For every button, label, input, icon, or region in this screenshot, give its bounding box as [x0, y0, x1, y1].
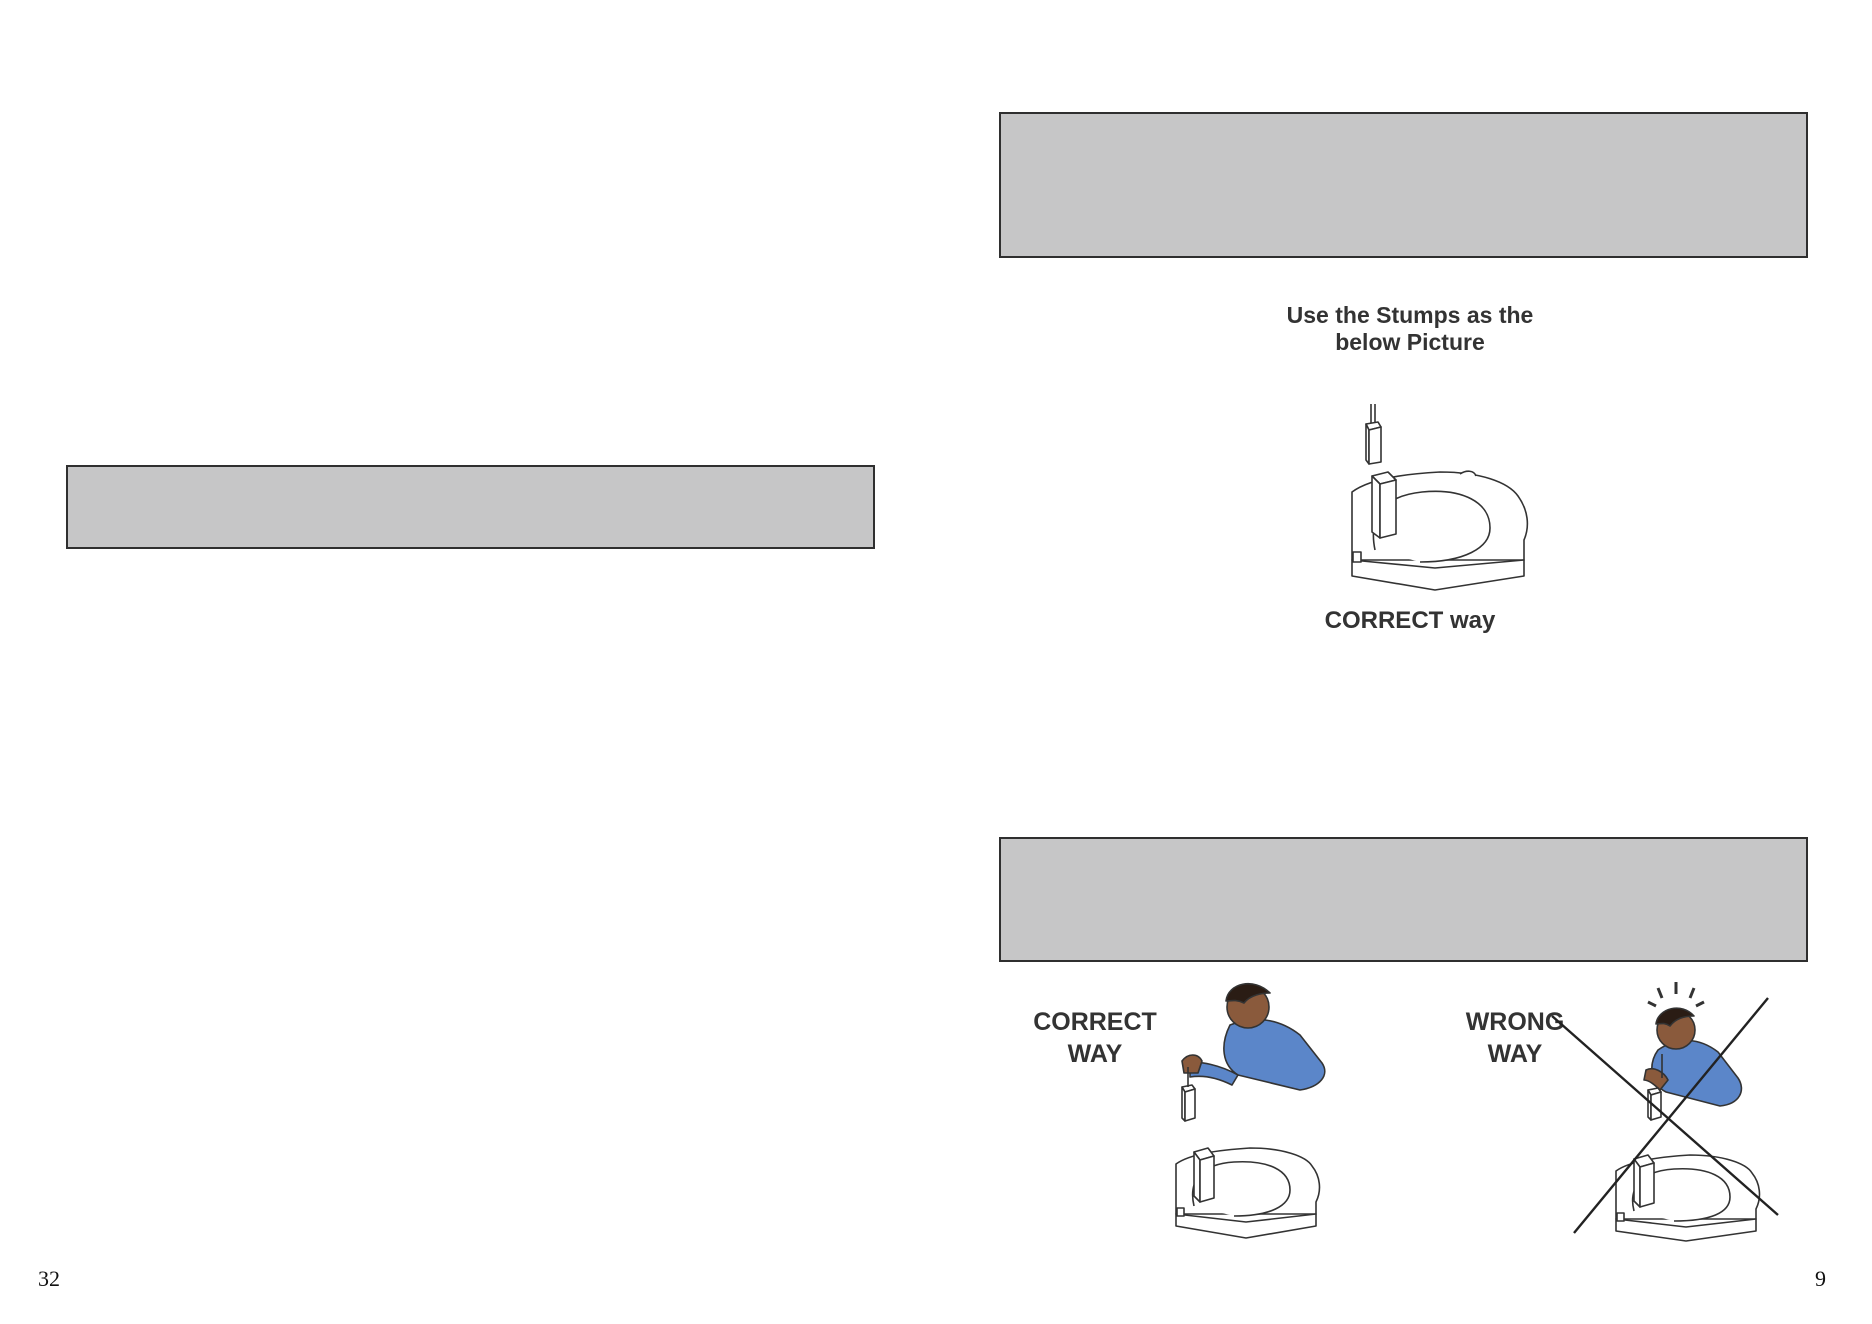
alarm-marks-icon	[1648, 982, 1704, 1006]
stumps-correct-label: CORRECT way	[1324, 607, 1496, 634]
correct-way-label	[1030, 1006, 1160, 1070]
correct-way-illustration	[1160, 975, 1360, 1255]
left-gray-box	[66, 465, 875, 549]
stumps-base-illustration	[1340, 400, 1540, 595]
correct-way-line2: WAY	[1067, 1040, 1123, 1068]
right-bottom-gray-box	[999, 837, 1808, 962]
stumps-caption	[1240, 302, 1580, 356]
wrong-way-illustration	[1550, 980, 1790, 1250]
wrong-way-line1: WRONG	[1465, 1008, 1565, 1036]
stumps-caption-line2: below Picture	[1335, 329, 1485, 355]
correct-way-line1: CORRECT	[1033, 1008, 1157, 1036]
right-top-gray-box	[999, 112, 1808, 258]
left-page-number: 32	[38, 1266, 60, 1291]
stumps-caption-line1: Use the Stumps as the	[1286, 302, 1534, 328]
wrong-way-line2: WAY	[1487, 1040, 1543, 1068]
right-page-number: 9	[1815, 1266, 1826, 1291]
